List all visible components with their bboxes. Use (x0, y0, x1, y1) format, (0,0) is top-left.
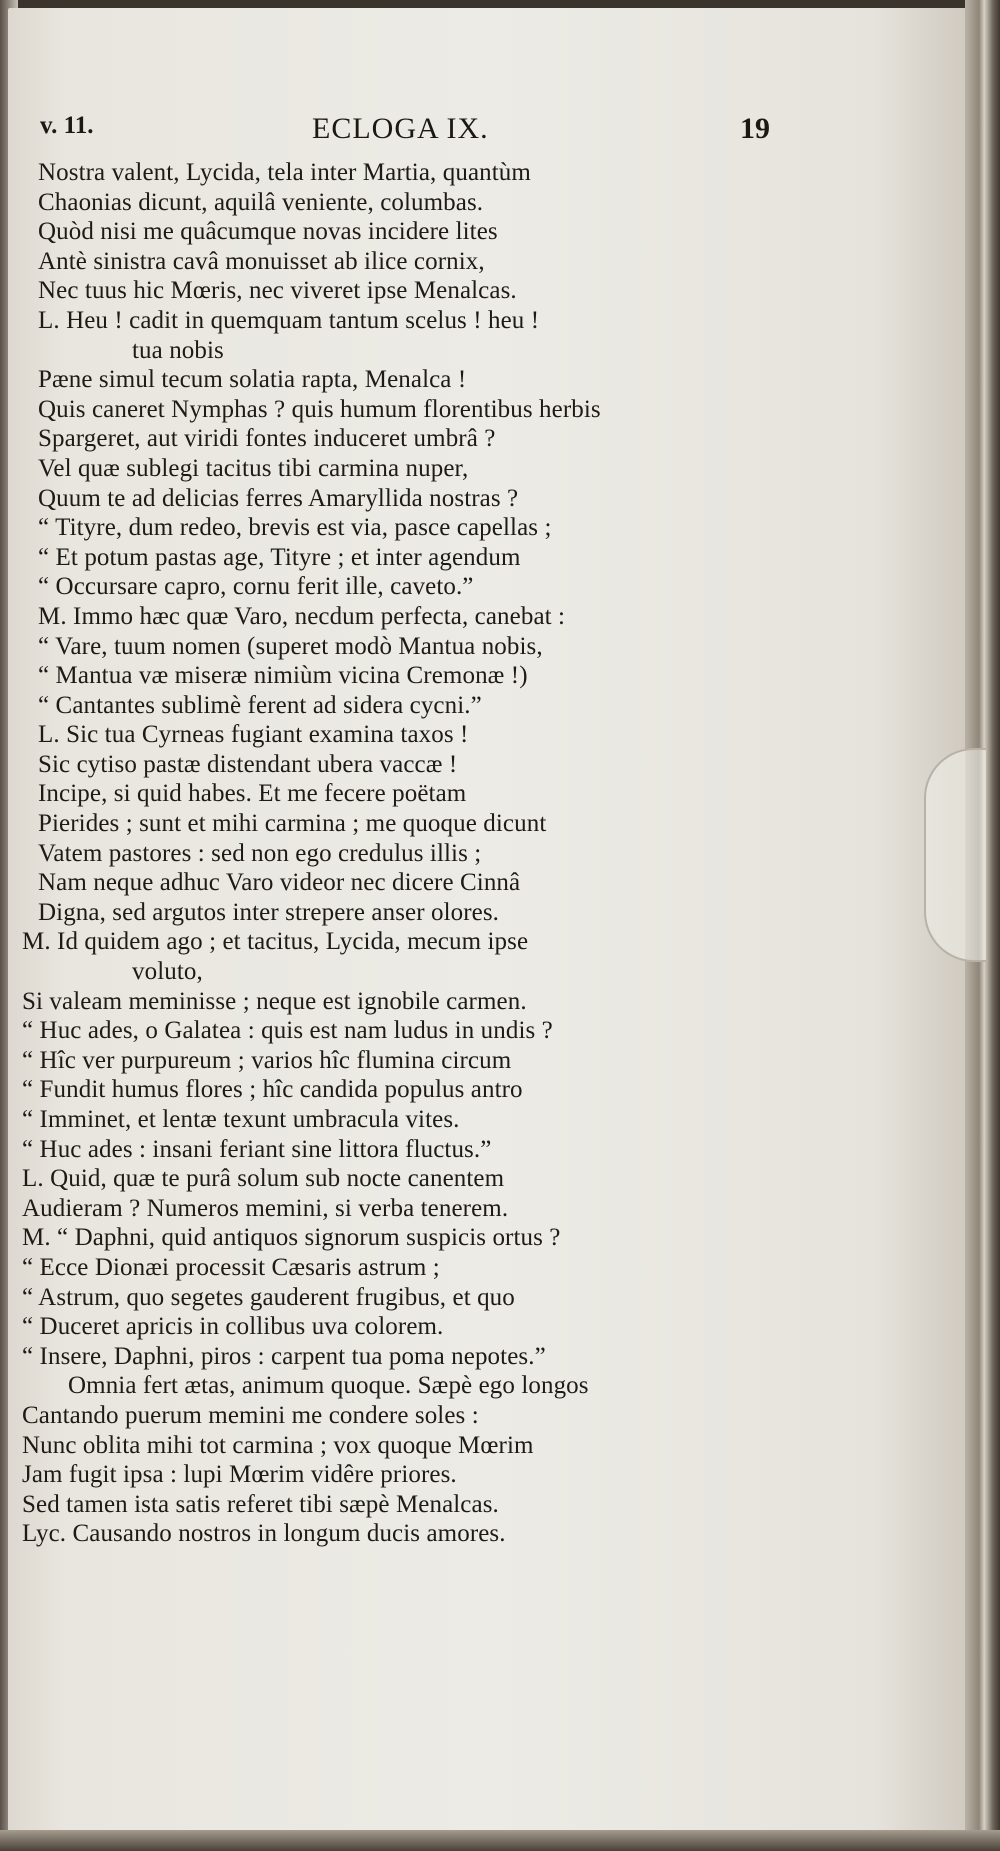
verse-line: M. Immo hæc quæ Varo, necdum perfecta, canebat : (38, 602, 566, 630)
verse-line: “ Occursare capro, cornu ferit ille, caveto.” (38, 573, 474, 601)
verse-line: Quum te ad delicias ferres Amaryllida nostras ? (38, 484, 519, 512)
verse-line: “ Cantantes sublimè ferent ad sidera cycni.” (38, 691, 482, 719)
verse-line: Nam neque adhuc Varo videor nec dicere Cinnâ (38, 869, 521, 897)
verse-line: Spargeret, aut viridi fontes induceret umbrâ ? (38, 425, 496, 453)
verse-text (22, 158, 782, 1549)
verse-line: Quòd nisi me quâcumque novas incidere lites (38, 218, 498, 246)
verse-line: “ Huc ades, o Galatea : quis est nam ludus in undis ? (22, 1017, 553, 1045)
page-number: 19 (740, 112, 770, 145)
verse-line: “ Insere, Daphni, piros : carpent tua poma nepotes.” (22, 1342, 546, 1370)
verse-line: Digna, sed argutos inter strepere anser olores. (38, 898, 500, 926)
verse-line-continuation: tua nobis (132, 336, 224, 364)
verse-line: “ Duceret apricis in collibus uva colorem. (22, 1313, 444, 1341)
verse-line: Nec tuus hic Mœris, nec viveret ipse Menalcas. (38, 277, 517, 305)
verse-line: L. Quid, quæ te purâ solum sub nocte canentem (22, 1165, 505, 1193)
verse-line: L. Sic tua Cyrneas fugiant examina taxos ! (38, 721, 469, 749)
verse-line: “ Astrum, quo segetes gauderent frugibus, et quo (22, 1283, 515, 1311)
verse-line: Vatem pastores : sed non ego credulus illis ; (38, 839, 482, 867)
verse-line: Lyc. Causando nostros in longum ducis amores. (22, 1520, 506, 1548)
verse-line: Vel quæ sublegi tacitus tibi carmina nuper, (38, 454, 469, 482)
verse-line: Pierides ; sunt et mihi carmina ; me quoque dicunt (38, 810, 547, 838)
verse-line: “ Et potum pastas age, Tityre ; et inter agendum (38, 543, 521, 571)
running-header (40, 112, 780, 158)
verse-line: “ Huc ades : insani feriant sine littora fluctus.” (22, 1135, 492, 1163)
verse-line: Cantando puerum memini me condere soles : (22, 1401, 479, 1429)
verse-line: “ Imminet, et lentæ texunt umbracula vites. (22, 1106, 460, 1133)
verse-line: “ Ecce Dionæi processit Cæsaris astrum ; (22, 1253, 440, 1281)
bottom-edge (0, 1830, 1000, 1851)
verse-line: Nunc oblita mihi tot carmina ; vox quoque Mœrim (22, 1431, 534, 1459)
verse-line: “ Fundit humus flores ; hîc candida populus antro (22, 1076, 523, 1104)
verse-line: Omnia fert ætas, animum quoque. Sæpè ego longos (68, 1372, 589, 1400)
verse-line: Pæne simul tecum solatia rapta, Menalca ! (38, 366, 467, 394)
verse-line: Quis caneret Nymphas ? quis humum florentibus herbis (38, 395, 601, 423)
verse-line: Incipe, si quid habes. Et me fecere poëtam (38, 780, 467, 808)
verse-line: “ Hîc ver purpureum ; varios hîc flumina circum (22, 1046, 512, 1074)
verse-line: Sic cytiso pastæ distendant ubera vaccæ ! (38, 750, 458, 778)
verse-line: M. “ Daphni, quid antiquos signorum suspicis ortus ? (22, 1224, 561, 1252)
verse-line: Nostra valent, Lycida, tela inter Martia, quantùm (38, 159, 531, 186)
verse-line: Sed tamen ista satis referet tibi sæpè Menalcas. (22, 1490, 499, 1518)
verse-line: “ Vare, tuum nomen (superet modò Mantua nobis, (38, 632, 543, 660)
verse-line: Jam fugit ipsa : lupi Mœrim vidêre priores. (22, 1461, 457, 1489)
verse-line: M. Id quidem ago ; et tacitus, Lycida, mecum ipse (22, 928, 529, 956)
verse-line: “ Mantua væ miseræ nimiùm vicina Cremonæ !) (38, 662, 528, 690)
verse-line: Antè sinistra cavâ monuisset ab ilice cornix, (38, 247, 485, 275)
page-tab-marker (924, 748, 986, 962)
verse-line: “ Tityre, dum redeo, brevis est via, pasce capellas ; (38, 514, 552, 542)
verse-reference: v. 11. (40, 112, 94, 139)
verse-line: Audieram ? Numeros memini, si verba tenerem. (22, 1194, 509, 1222)
verse-line: Chaonias dicunt, aquilâ veniente, columbas. (38, 188, 484, 216)
eclogue-title: ECLOGA IX. (312, 112, 489, 145)
verse-line: Si valeam meminisse ; neque est ignobile carmen. (22, 987, 527, 1015)
verse-line: L. Heu ! cadit in quemquam tantum scelus ! heu ! (38, 306, 540, 334)
verse-line-continuation: voluto, (132, 958, 203, 986)
